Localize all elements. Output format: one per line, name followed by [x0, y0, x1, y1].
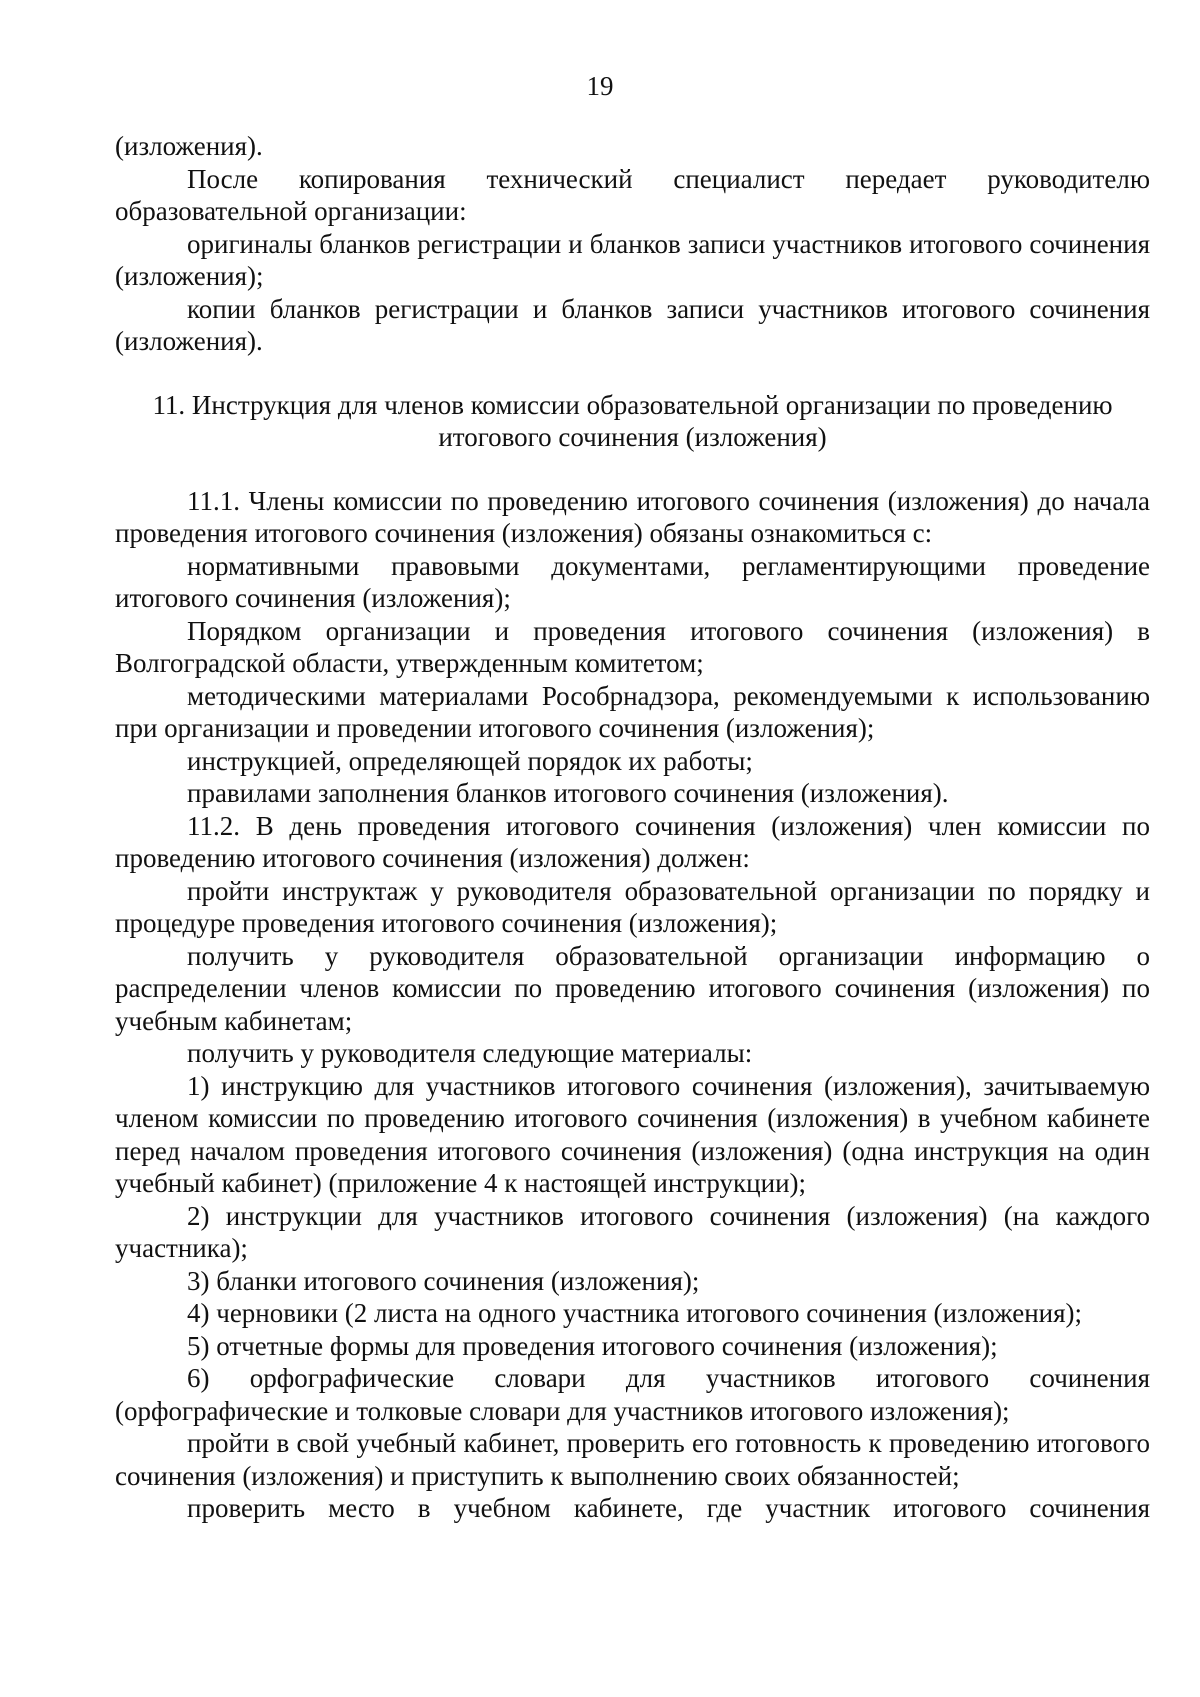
list-item: 1) инструкцию для участников итогового сочинения (изложения), зачитываемую членом комиссии по проведению итогового сочинения (изложения) в учебном кабинете перед началом проведения итогового сочинения (изложения) (одна инструкция на один учебный кабинет) (приложение 4 к настоящей инструкции); — [115, 1070, 1150, 1198]
paragraph: получить у руководителя образовательной организации информацию о распределении членов комиссии по проведению итогового сочинения (изложения) по учебным кабинетам; — [115, 940, 1150, 1036]
section-heading-line: итогового сочинения (изложения) — [438, 422, 827, 452]
list-item: 5) отчетные формы для проведения итогового сочинения (изложения); — [187, 1330, 998, 1361]
paragraph: инструкцией, определяющей порядок их работы; — [187, 745, 753, 776]
paragraph: 11.2. В день проведения итогового сочинения (изложения) член комиссии по проведению итогового сочинения (изложения) должен: — [115, 810, 1150, 873]
paragraph: получить у руководителя следующие материалы: — [187, 1038, 753, 1068]
paragraph: 11.1. Члены комиссии по проведению итогового сочинения (изложения) до начала проведения итогового сочинения (изложения) обязаны ознакомиться с: — [115, 485, 1150, 548]
paragraph: проверить место в учебном кабинете, где участник итогового сочинения — [187, 1493, 1150, 1523]
paragraph: Порядком организации и проведения итогового сочинения (изложения) в Волгоградской области, утвержденным комитетом; — [115, 615, 1150, 678]
list-item: 4) черновики (2 листа на одного участника итогового сочинения (изложения); — [187, 1298, 1083, 1328]
section-heading-line: 11. Инструкция для членов комиссии образовательной организации по проведению — [152, 389, 1113, 420]
paragraph: нормативными правовыми документами, регламентирующими проведение итогового сочинения (изложения); — [115, 550, 1150, 613]
list-item: 6) орфографические словари для участников итогового сочинения (орфографические и толковые словари для участников итогового изложения); — [115, 1363, 1150, 1426]
section-heading — [115, 389, 1150, 454]
list-item: 2) инструкции для участников итогового сочинения (изложения) (на каждого участника); — [115, 1200, 1150, 1263]
paragraph: оригиналы бланков регистрации и бланков записи участников итогового сочинения (изложения); — [115, 228, 1150, 291]
page-number: 19 — [586, 71, 614, 101]
paragraph: После копирования технический специалист передает руководителю образовательной организации: — [115, 163, 1150, 226]
paragraph: методическими материалами Рособрнадзора, рекомендуемыми к использованию при организации и проведении итогового сочинения (изложения); — [115, 680, 1150, 743]
paragraph: (изложения). — [115, 131, 263, 161]
list-item: 3) бланки итогового сочинения (изложения); — [187, 1265, 700, 1296]
paragraph: правилами заполнения бланков итогового сочинения (изложения). — [187, 778, 949, 808]
document-body — [115, 130, 1150, 1525]
paragraph: пройти в свой учебный кабинет, проверить его готовность к проведению итогового сочинения (изложения) и приступить к выполнению своих обязанностей; — [115, 1428, 1150, 1491]
paragraph: пройти инструктаж у руководителя образовательной организации по порядку и процедуре проведения итогового сочинения (изложения); — [115, 875, 1150, 938]
paragraph: копии бланков регистрации и бланков записи участников итогового сочинения (изложения). — [115, 293, 1150, 356]
